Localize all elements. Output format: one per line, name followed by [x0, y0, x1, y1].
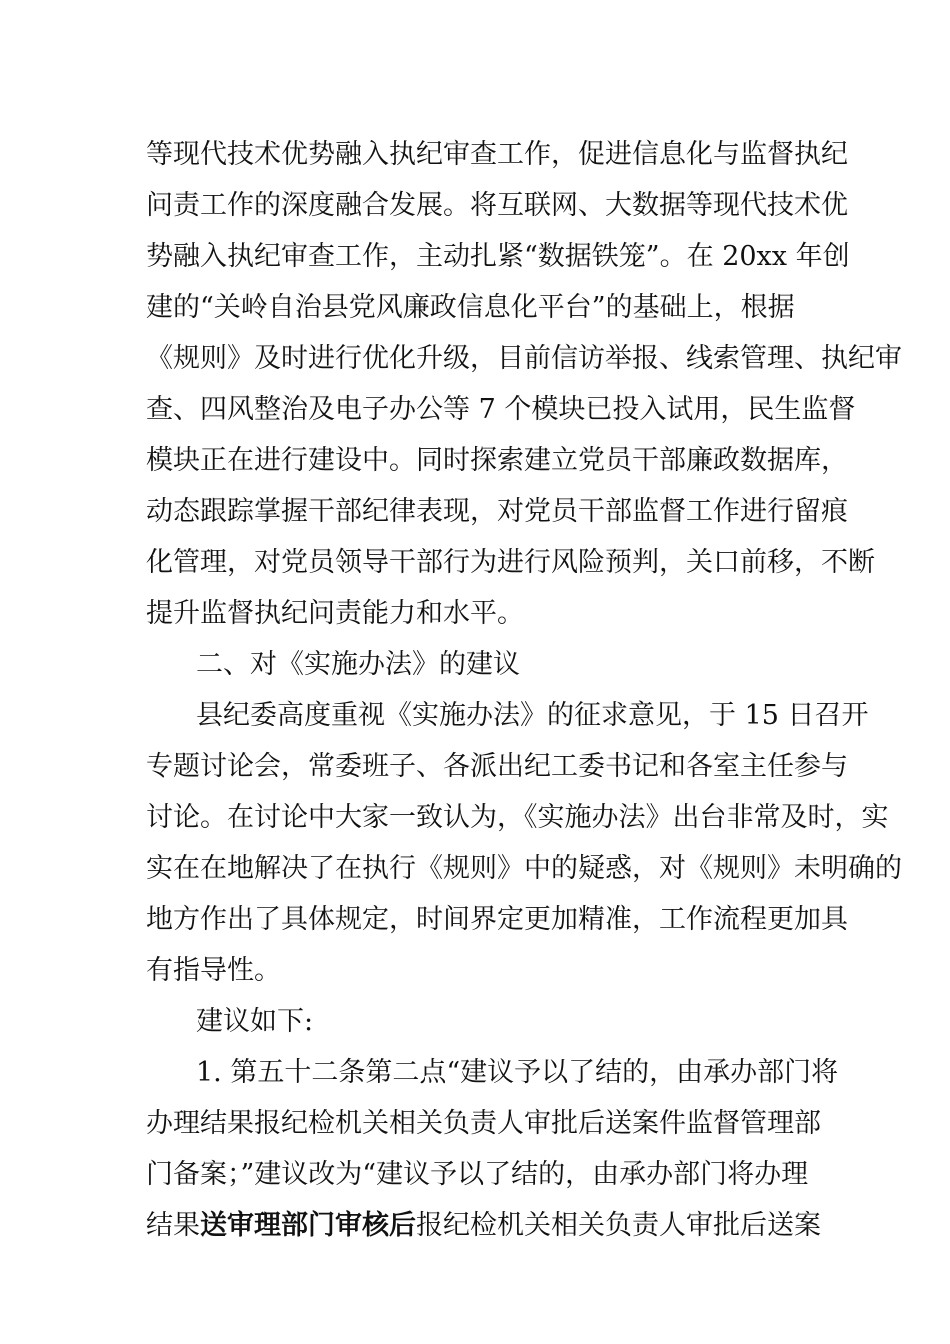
text-run: 结果: [146, 1210, 200, 1241]
text-line: 建议如下:: [196, 1006, 314, 1037]
text-line-last: [146, 1209, 821, 1243]
text-line: 问责工作的深度融合发展。将互联网、大数据等现代技术优: [146, 190, 848, 221]
text-line: 专题讨论会，常委班子、各派出纪工委书记和各室主任参与: [146, 751, 848, 782]
text-line: 动态跟踪掌握干部纪律表现，对党员干部监督工作进行留痕: [146, 496, 848, 527]
text-line: 办理结果报纪检机关相关负责人审批后送案件监督管理部: [146, 1108, 821, 1139]
text-line: 《规则》及时进行优化升级，目前信访举报、线索管理、执纪审: [146, 343, 902, 374]
text-line: 建的“关岭自治县党风廉政信息化平台”的基础上，根据: [146, 292, 795, 323]
text-line: 实在在地解决了在执行《规则》中的疑惑，对《规则》未明确的: [146, 853, 902, 884]
text-line: 讨论。在讨论中大家一致认为，《实施办法》出台非常及时，实: [146, 802, 889, 833]
text-line: 地方作出了具体规定，时间界定更加精准，工作流程更加具: [146, 904, 848, 935]
text-line: 县纪委高度重视《实施办法》的征求意见，于 15 日召开: [196, 700, 869, 731]
text-run: 报纪检机关相关负责人审批后送案: [416, 1210, 821, 1241]
text-line: 查、四风整治及电子办公等 7 个模块已投入试用，民生监督: [146, 394, 856, 425]
text-line: 1. 第五十二条第二点“建议予以了结的，由承办部门将: [196, 1057, 839, 1088]
text-line: 势融入执纪审查工作，主动扎紧“数据铁笼”。在 20xx 年创: [146, 241, 850, 272]
text-line: 门备案；”建议改为“建议予以了结的，由承办部门将办理: [146, 1159, 809, 1190]
text-line: 有指导性。: [146, 955, 281, 986]
text-line: 化管理，对党员领导干部行为进行风险预判，关口前移，不断: [146, 547, 875, 578]
text-line: 等现代技术优势融入执纪审查工作，促进信息化与监督执纪: [146, 139, 848, 170]
bold-emphasis: 送审理部门审核后: [200, 1210, 416, 1241]
text-line: 模块正在进行建设中。同时探索建立党员干部廉政数据库，: [146, 445, 848, 476]
section-heading: 二、对《实施办法》的建议: [196, 649, 520, 680]
text-line: 提升监督执纪问责能力和水平。: [146, 598, 524, 629]
